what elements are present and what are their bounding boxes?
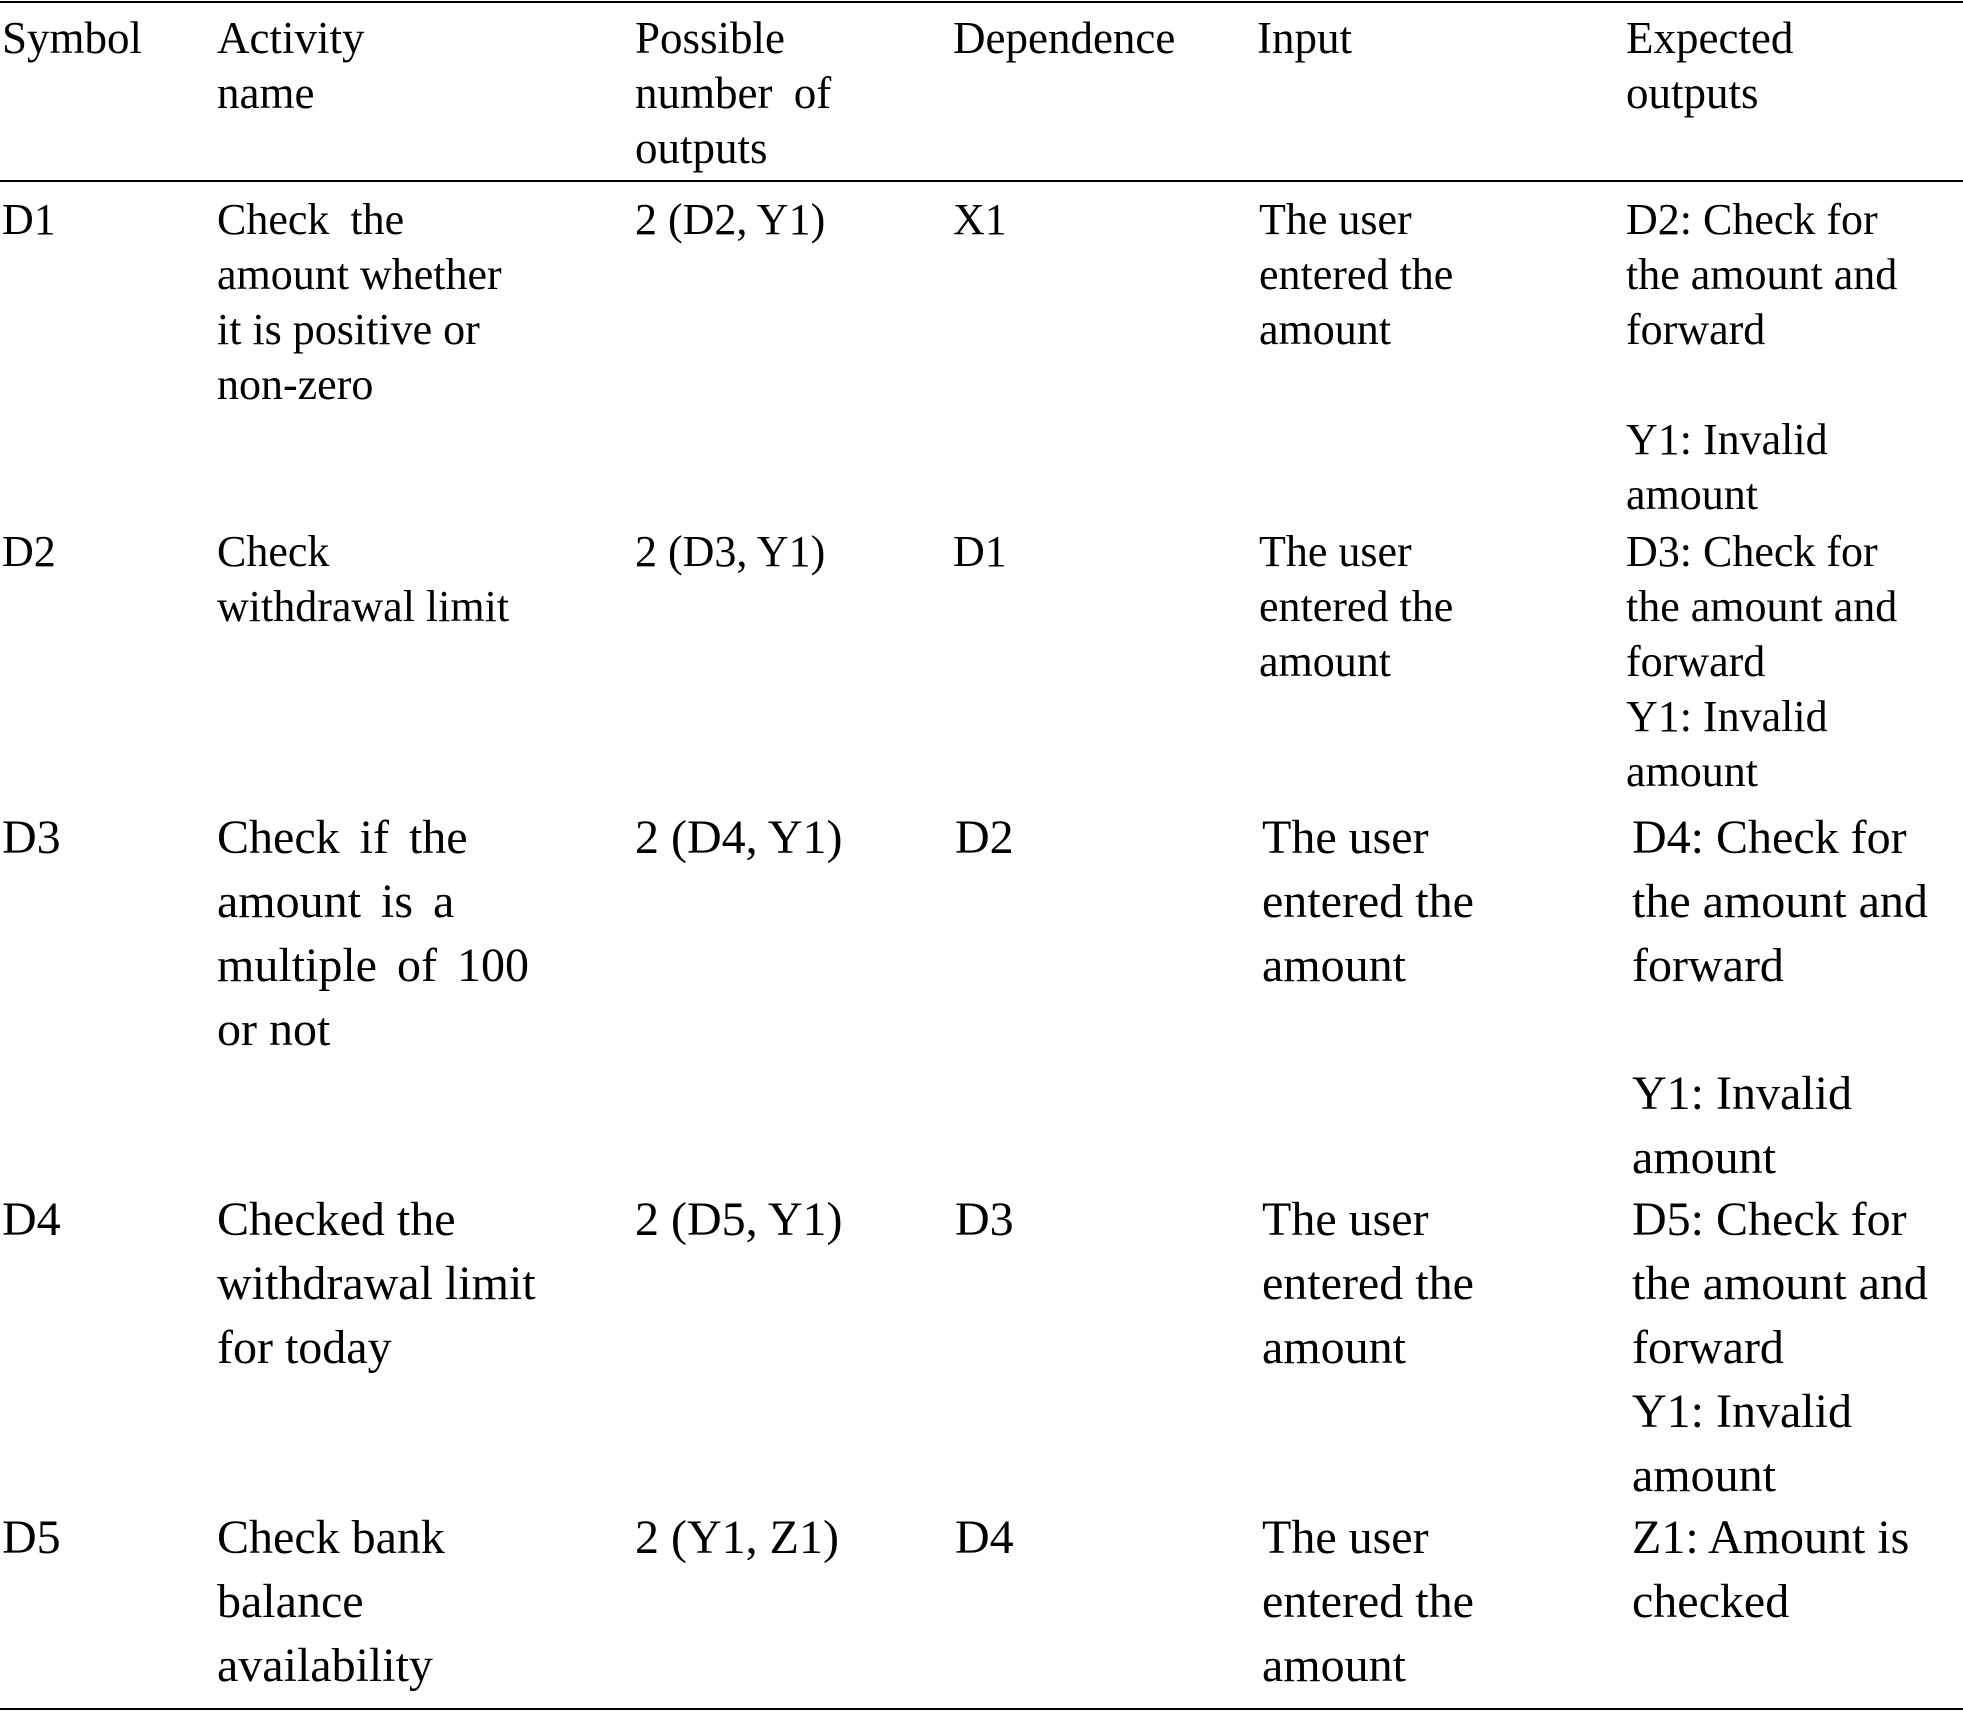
cell-line: The user (1262, 811, 1429, 864)
cell-line: the amount and (1626, 250, 1898, 299)
cell-activity (217, 1188, 536, 1380)
cell-line: Y1: Invalid (1626, 692, 1828, 741)
cell-line: entered the (1262, 875, 1474, 928)
cell-line: forward (1626, 637, 1766, 686)
header-line: name (217, 68, 315, 118)
cell-symbol (2, 1188, 61, 1252)
cell-line: D1 (2, 195, 56, 244)
cell-possible-outputs (635, 1188, 843, 1252)
cell-line: D3 (2, 811, 61, 864)
cell-line: entered the (1262, 1257, 1474, 1310)
cell-line: entered the (1262, 1575, 1474, 1628)
cell-line: D2: Check for (1626, 195, 1878, 244)
table-top-rule (0, 1, 1963, 3)
cell-line: amount (1262, 1639, 1406, 1692)
cell-line: 2 (D4, Y1) (635, 811, 843, 864)
header-dependence (953, 11, 1175, 66)
cell-line: amount is a (217, 875, 455, 928)
cell-line: forward (1632, 939, 1784, 992)
cell-line: 2 (D2, Y1) (635, 195, 826, 244)
cell-possible-outputs (635, 192, 825, 247)
cell-symbol (2, 192, 56, 247)
cell-line: withdrawal limit (217, 1257, 536, 1310)
cell-line: checked (1632, 1575, 1790, 1628)
cell-line: Y1: Invalid (1632, 1385, 1852, 1438)
header-line: Input (1257, 13, 1352, 63)
cell-input (1262, 1506, 1474, 1698)
cell-line: Y1: Invalid (1626, 415, 1828, 464)
cell-dependence (955, 806, 1014, 870)
cell-line: Checked the (217, 1193, 456, 1246)
header-line: Symbol (2, 13, 143, 63)
cell-line: D4 (955, 1511, 1014, 1564)
cell-expected-outputs (1626, 192, 1897, 522)
cell-line: amount (1259, 305, 1391, 354)
header-bottom-rule (0, 180, 1963, 182)
header-line: outputs (635, 123, 768, 173)
cell-expected-outputs (1632, 806, 1928, 1190)
cell-symbol (2, 806, 61, 870)
cell-line: amount (1262, 1321, 1406, 1374)
cell-line: it is positive or (217, 305, 480, 354)
table-bottom-rule (0, 1708, 1963, 1710)
cell-dependence (955, 1188, 1014, 1252)
cell-symbol (2, 1506, 61, 1570)
cell-line: X1 (953, 195, 1007, 244)
cell-line: The user (1259, 527, 1412, 576)
cell-line: D4: Check for (1632, 811, 1907, 864)
cell-activity (217, 524, 509, 634)
header-line: Dependence (953, 13, 1176, 63)
cell-line: balance (217, 1575, 364, 1628)
cell-line: for today (217, 1321, 392, 1374)
cell-line: amount whether (217, 250, 502, 299)
cell-symbol (2, 524, 56, 579)
cell-line: non-zero (217, 360, 374, 409)
cell-line: D3 (955, 1193, 1014, 1246)
cell-expected-outputs (1632, 1188, 1928, 1508)
cell-possible-outputs (635, 806, 843, 870)
cell-line: The user (1262, 1193, 1429, 1246)
cell-expected-outputs (1632, 1506, 1909, 1634)
cell-line: Check (217, 527, 330, 576)
cell-line: D2 (955, 811, 1014, 864)
cell-line: D3: Check for (1626, 527, 1878, 576)
cell-line: amount (1626, 470, 1758, 519)
cell-possible-outputs (635, 1506, 839, 1570)
cell-line: D4 (2, 1193, 61, 1246)
header-line: number of (635, 68, 832, 118)
cell-dependence (955, 1506, 1014, 1570)
cell-activity (217, 192, 502, 412)
cell-line: Z1: Amount is (1632, 1511, 1910, 1564)
cell-line: Check bank (217, 1511, 445, 1564)
cell-line: the amount and (1632, 1257, 1928, 1310)
cell-input (1262, 806, 1474, 998)
cell-line: 2 (D5, Y1) (635, 1193, 843, 1246)
cell-line (1632, 998, 1928, 1062)
cell-input (1259, 192, 1453, 357)
cell-line: amount (1262, 939, 1406, 992)
cell-line (1626, 357, 1897, 412)
cell-line: multiple of 100 (217, 939, 529, 992)
cell-line: the amount and (1632, 875, 1928, 928)
cell-dependence (953, 524, 1007, 579)
header-input (1257, 11, 1352, 66)
cell-line: D1 (953, 527, 1007, 576)
cell-line: amount (1626, 747, 1758, 796)
cell-input (1259, 524, 1453, 689)
cell-dependence (953, 192, 1007, 247)
header-line: Expected (1626, 13, 1794, 63)
cell-line: forward (1632, 1321, 1784, 1374)
cell-line: 2 (D3, Y1) (635, 527, 826, 576)
header-activity-name (217, 11, 364, 121)
cell-line: forward (1626, 305, 1766, 354)
cell-line: withdrawal limit (217, 582, 510, 631)
cell-line: the amount and (1626, 582, 1898, 631)
cell-line: entered the (1259, 250, 1454, 299)
cell-line: D5 (2, 1511, 61, 1564)
header-line: Possible (635, 13, 786, 63)
cell-line: 2 (Y1, Z1) (635, 1511, 839, 1564)
header-line: outputs (1626, 68, 1759, 118)
cell-line: D2 (2, 527, 56, 576)
cell-line: Y1: Invalid (1632, 1067, 1852, 1120)
cell-line: amount (1632, 1131, 1776, 1184)
cell-line: entered the (1259, 582, 1454, 631)
header-symbol (2, 11, 142, 66)
cell-line: Check if the (217, 811, 468, 864)
cell-line: The user (1262, 1511, 1429, 1564)
cell-activity (217, 806, 529, 1062)
cell-line: or not (217, 1003, 331, 1056)
cell-expected-outputs (1626, 524, 1897, 799)
header-line: Activity (217, 13, 365, 63)
cell-line: amount (1259, 637, 1391, 686)
cell-line: Check the (217, 195, 405, 244)
cell-input (1262, 1188, 1474, 1380)
cell-line: amount (1632, 1449, 1776, 1502)
header-expected-outputs (1626, 11, 1793, 121)
cell-activity (217, 1506, 445, 1698)
header-possible-outputs (635, 11, 831, 176)
cell-possible-outputs (635, 524, 825, 579)
cell-line: availability (217, 1639, 433, 1692)
cell-line: D5: Check for (1632, 1193, 1907, 1246)
cell-line: The user (1259, 195, 1412, 244)
